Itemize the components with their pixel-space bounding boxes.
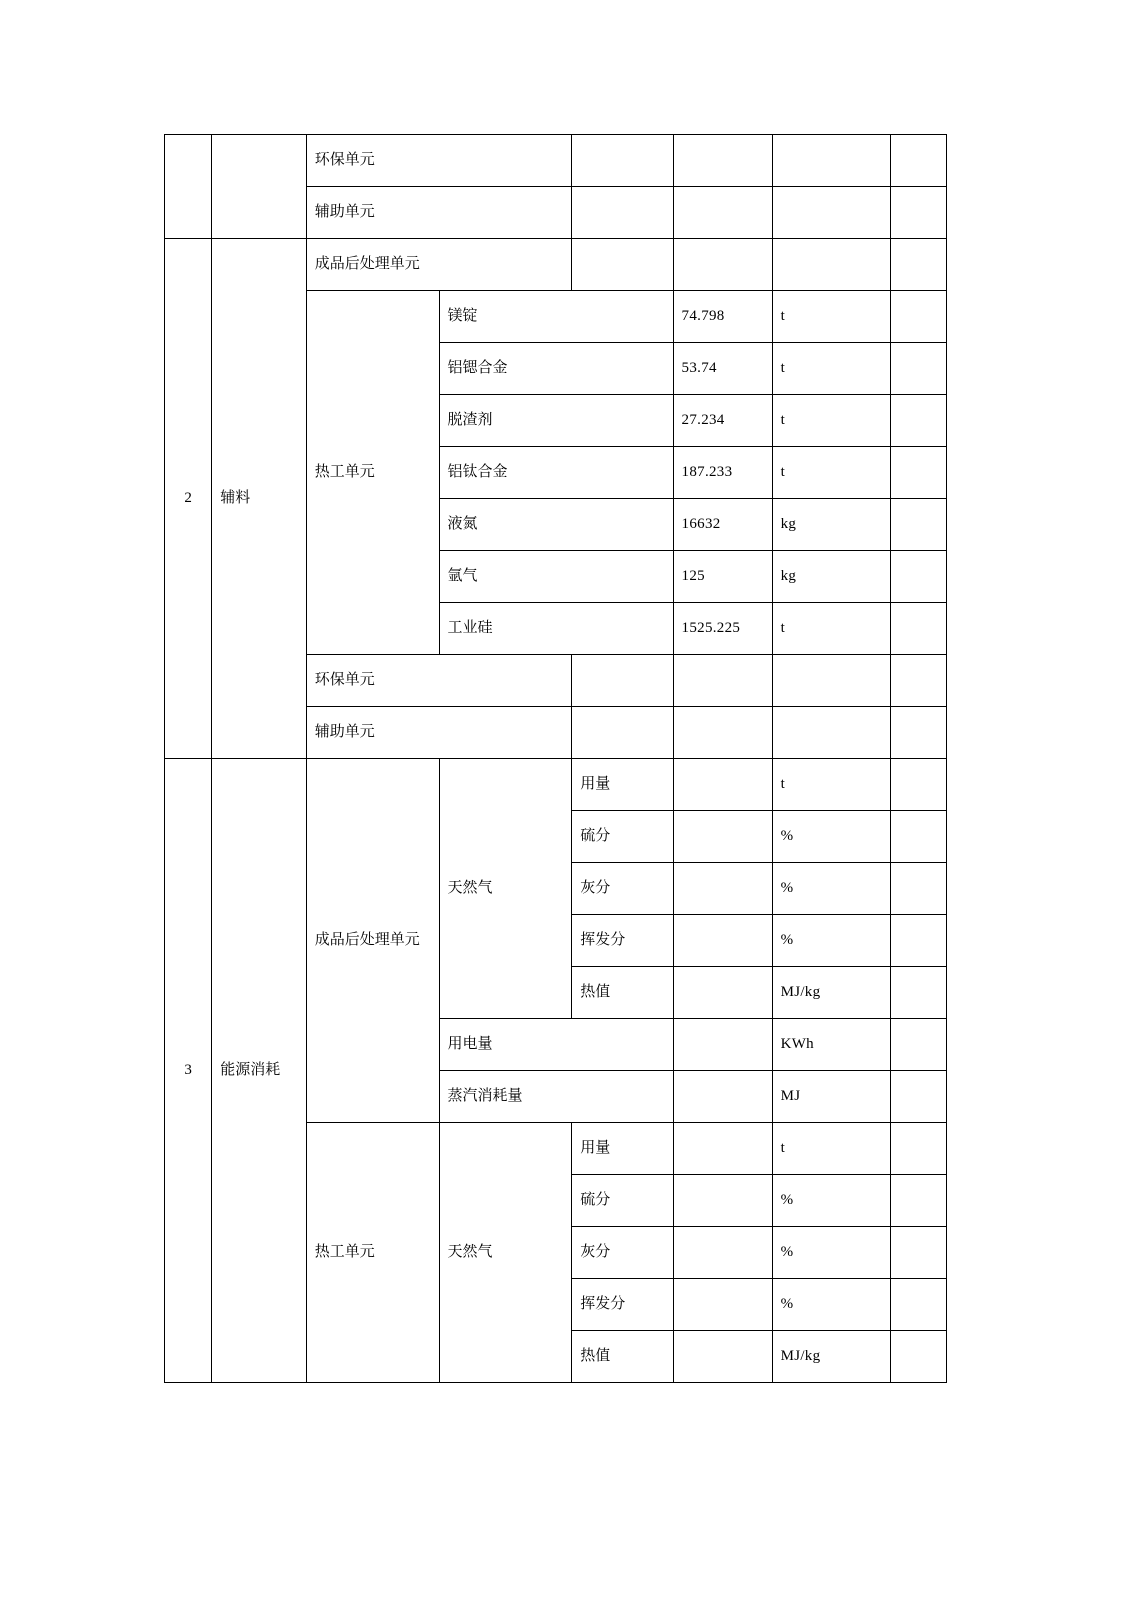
material-value: 1525.225 (673, 603, 772, 655)
energy-sub: 用量 (572, 759, 673, 811)
value-cell (673, 1071, 772, 1123)
uom-cell (772, 135, 890, 187)
note-cell (890, 655, 946, 707)
uom-cell: % (772, 1175, 890, 1227)
sub-cell (572, 239, 673, 291)
note-cell (890, 915, 946, 967)
material-energy-table (164, 134, 947, 1383)
uom-cell (772, 239, 890, 291)
material-value: 53.74 (673, 343, 772, 395)
value-cell (673, 863, 772, 915)
material-name: 铝锶合金 (439, 343, 673, 395)
uom-cell: t (772, 1123, 890, 1175)
note-cell (890, 759, 946, 811)
value-cell (673, 1123, 772, 1175)
unit-cell-aux-2: 辅助单元 (306, 707, 572, 759)
uom-cell: KWh (772, 1019, 890, 1071)
row-category-3: 能源消耗 (212, 759, 307, 1383)
value-cell (673, 655, 772, 707)
unit-cell-thermal-2: 热工单元 (306, 291, 439, 655)
unit-cell-env-1: 环保单元 (306, 135, 572, 187)
note-cell (890, 551, 946, 603)
uom-cell: MJ/kg (772, 1331, 890, 1383)
material-uom: t (772, 395, 890, 447)
note-cell (890, 707, 946, 759)
uom-cell: % (772, 1227, 890, 1279)
uom-cell (772, 707, 890, 759)
note-cell (890, 863, 946, 915)
note-cell (890, 291, 946, 343)
material-uom: t (772, 343, 890, 395)
value-cell (673, 1227, 772, 1279)
material-uom: kg (772, 499, 890, 551)
uom-cell: t (772, 759, 890, 811)
uom-cell: % (772, 915, 890, 967)
note-cell (890, 343, 946, 395)
note-cell (890, 395, 946, 447)
row-index-2: 2 (165, 239, 212, 759)
note-cell (890, 1019, 946, 1071)
note-cell (890, 1331, 946, 1383)
value-cell (673, 135, 772, 187)
material-value: 187.233 (673, 447, 772, 499)
note-cell (890, 1227, 946, 1279)
material-value: 125 (673, 551, 772, 603)
row-index-3: 3 (165, 759, 212, 1383)
uom-cell: % (772, 811, 890, 863)
uom-cell (772, 187, 890, 239)
note-cell (890, 1123, 946, 1175)
value-cell (673, 239, 772, 291)
material-uom: t (772, 447, 890, 499)
value-cell (673, 187, 772, 239)
sub-cell (572, 135, 673, 187)
material-name: 氩气 (439, 551, 673, 603)
note-cell (890, 1175, 946, 1227)
energy-name-electricity: 用电量 (439, 1019, 673, 1071)
material-name: 脱渣剂 (439, 395, 673, 447)
energy-sub: 灰分 (572, 863, 673, 915)
sub-cell (572, 187, 673, 239)
note-cell (890, 811, 946, 863)
unit-cell-finishing-3: 成品后处理单元 (306, 759, 439, 1123)
unit-cell-env-2: 环保单元 (306, 655, 572, 707)
uom-cell: % (772, 1279, 890, 1331)
material-value: 27.234 (673, 395, 772, 447)
value-cell (673, 1331, 772, 1383)
value-cell (673, 811, 772, 863)
table-row (165, 135, 947, 187)
material-name: 液氮 (439, 499, 673, 551)
material-uom: t (772, 603, 890, 655)
value-cell (673, 915, 772, 967)
note-cell (890, 187, 946, 239)
energy-sub: 挥发分 (572, 1279, 673, 1331)
note-cell (890, 499, 946, 551)
unit-cell-thermal-3: 热工单元 (306, 1123, 439, 1383)
energy-sub: 用量 (572, 1123, 673, 1175)
value-cell (673, 967, 772, 1019)
energy-name-gas-2: 天然气 (439, 1123, 572, 1383)
energy-sub: 硫分 (572, 811, 673, 863)
note-cell (890, 135, 946, 187)
row-index (165, 135, 212, 239)
table-row (165, 759, 947, 811)
note-cell (890, 1279, 946, 1331)
energy-sub: 灰分 (572, 1227, 673, 1279)
energy-sub: 挥发分 (572, 915, 673, 967)
value-cell (673, 1019, 772, 1071)
row-category-2: 辅料 (212, 239, 307, 759)
energy-sub: 硫分 (572, 1175, 673, 1227)
row-category (212, 135, 307, 239)
material-name: 镁锭 (439, 291, 673, 343)
sub-cell (572, 707, 673, 759)
material-value: 74.798 (673, 291, 772, 343)
material-value: 16632 (673, 499, 772, 551)
uom-cell: % (772, 863, 890, 915)
note-cell (890, 447, 946, 499)
uom-cell (772, 655, 890, 707)
uom-cell: MJ (772, 1071, 890, 1123)
unit-cell-aux-1: 辅助单元 (306, 187, 572, 239)
sub-cell (572, 655, 673, 707)
material-uom: kg (772, 551, 890, 603)
energy-name-steam: 蒸汽消耗量 (439, 1071, 673, 1123)
note-cell (890, 1071, 946, 1123)
unit-cell-finishing-2: 成品后处理单元 (306, 239, 572, 291)
uom-cell: MJ/kg (772, 967, 890, 1019)
value-cell (673, 759, 772, 811)
material-name: 工业硅 (439, 603, 673, 655)
note-cell (890, 967, 946, 1019)
energy-sub: 热值 (572, 967, 673, 1019)
value-cell (673, 1279, 772, 1331)
table-row (165, 239, 947, 291)
material-uom: t (772, 291, 890, 343)
value-cell (673, 1175, 772, 1227)
energy-name-gas-1: 天然气 (439, 759, 572, 1019)
note-cell (890, 603, 946, 655)
note-cell (890, 239, 946, 291)
energy-sub: 热值 (572, 1331, 673, 1383)
material-name: 铝钛合金 (439, 447, 673, 499)
value-cell (673, 707, 772, 759)
